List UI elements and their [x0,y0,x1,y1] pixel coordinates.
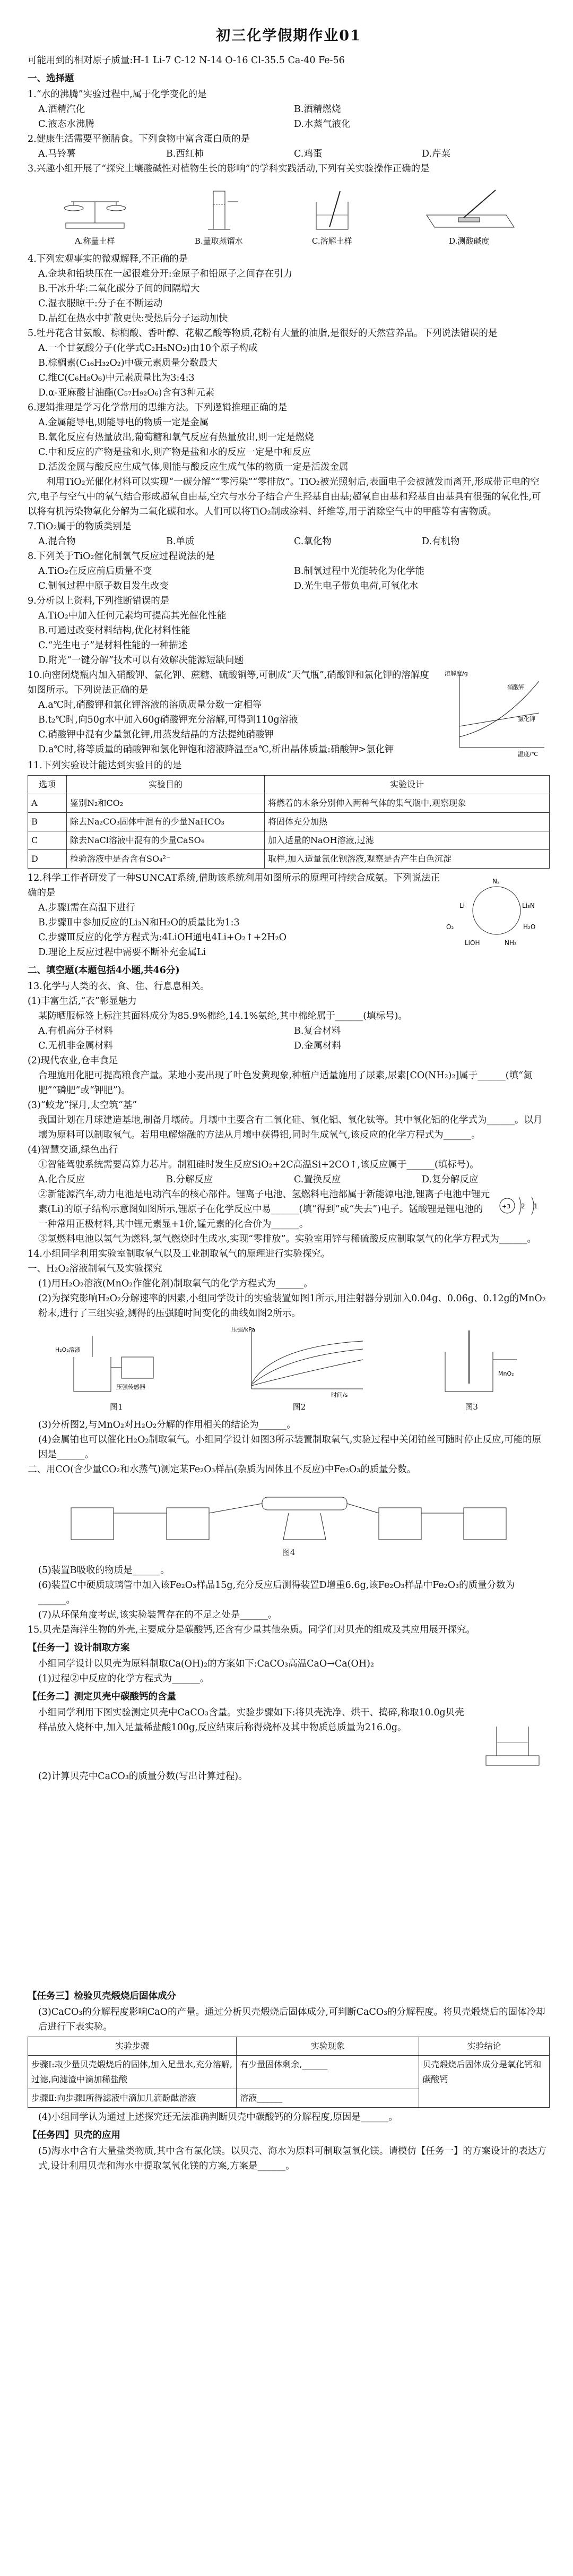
cell: 贝壳煅烧后固体成分是氧化钙和碳酸钙 [419,2056,550,2108]
q15-task2: 【任务二】测定贝壳中碳酸钙的含量 [28,1691,176,1702]
q4-option-a: A.金块和铅块压在一起很难分开:金原子和铅原子之间存在引力 [38,269,293,279]
q1-option-d: D.水蒸气液化 [294,119,351,130]
q1-options [38,102,550,132]
q13-4a-option-b: B.分解反应 [166,1174,213,1185]
q4-option-d: D.品红在热水中扩散更快:受热后分子运动加快 [38,313,228,324]
cell: 溶液______ [237,2089,419,2108]
cell: 加入适量的NaOH溶液,过滤 [265,831,550,850]
q14-part1: 一、H₂O₂溶液制氧气及实验探究 [28,1264,162,1274]
cycle-li3n: Li₃N [522,902,535,909]
q14-sub3: (3)分析图2,与MnO₂对H₂O₂分解的作用相关的结论为______。 [38,1420,296,1430]
cell: 步骤Ⅰ:取少量贝壳煅烧后的固体,加入足量水,充分溶解,过滤,向滤渣中滴加稀盐酸 [28,2056,237,2089]
q14-sub7: (7)从环保角度考虑,该实验装置存在的不足之处是______。 [38,1610,277,1620]
q8-stem: 8.下列关于TiO₂催化制氧气反应过程说法的是 [28,551,215,562]
q14-sub2: (2)为探究影响H₂O₂分解速率的因素,小组同学设计的实验装置如图1所示,用注射器分别加入0.04g、0.06g、0.12g的MnO₂粉末,进行了三组实验,测得的压强随时间变化的曲线如图2所示。 [38,1293,546,1319]
q15-task1-question: (1)过程②中反应的化学方程式为______。 [38,1673,210,1684]
q15-task1-text: 小组同学设计以贝壳为原料制取Ca(OH)₂的方案如下:CaCO₃高温CaO→Ca(OH)₂ [38,1659,375,1669]
q13-option-a: A.有机高分子材料 [38,1026,113,1036]
q13-option-c: C.无机非金属材料 [38,1041,113,1051]
cycle-li: Li [459,902,465,909]
cell: 有少量固体剩余,______ [237,2056,419,2089]
cycle-n2: N₂ [492,878,500,885]
fig2-x-label: 时间/s [331,1392,348,1398]
section-fill-heading: 二、填空题(本题包括4小题,共46分) [28,965,180,976]
q15-task2-question: (2)计算贝壳中CaCO₃的质量分数(写出计算过程)。 [38,1771,248,1782]
svg-text:+3: +3 [502,1203,511,1210]
q13-sub4b-block [28,1187,550,1232]
q9-options [38,608,550,668]
q14-fig4 [28,1480,550,1560]
knO3-curve [459,681,539,737]
cell: D [28,850,67,869]
cell: B [28,813,67,831]
q10-option-c: C.硝酸钾中混有少量氯化钾,用蒸发结晶的方法提纯硝酸钾 [38,729,274,740]
q13-4a-option-a: A.化合反应 [38,1174,85,1185]
answer-space [28,1784,550,1986]
q5-option-a: A.一个甘氨酸分子(化学式C₂H₅NO₂)由10个原子构成 [38,343,258,354]
q6-option-b: B.氧化反应有热量放出,葡萄糖和氧气反应有热量放出,则一定是燃烧 [38,432,314,443]
q13-4a-option-d: D.复分解反应 [422,1174,479,1185]
q3-fig-d [416,186,522,248]
q12-option-a: A.步骤Ⅰ需在高温下进行 [38,903,135,913]
knO3-curve-label: 硝酸钾 [507,684,525,691]
q13-sub4a-options [38,1172,550,1187]
cylinder-illustration [189,186,248,234]
q3-fig-d-label: D.测酸碱度 [449,236,490,246]
table-row [28,794,550,813]
q14-fig1-caption: 图1 [110,1402,123,1412]
q9-stem: 9.分析以上资料,下列推断错误的是 [28,596,170,606]
table-header-row [28,2037,550,2056]
q7-options [38,534,550,549]
q10-block [28,668,550,758]
q6-options [38,415,550,475]
q11-stem: 11.下列实验设计能达到实验目的的是 [28,760,182,771]
q1-stem: 1.“水的沸腾”实验过程中,属于化学变化的是 [28,89,207,100]
q2-option-a: A.马铃薯 [38,149,76,159]
fig1-h2o2-label: H₂O₂溶液 [55,1346,81,1353]
q4-options [38,267,550,326]
q4-option-b: B.干冰升华:二氧化碳分子间的间隔增大 [38,284,200,294]
q6-option-d: D.活泼金属与酸反应生成气体,则能与酸反应生成气体的物质一定是活泼金属 [38,462,349,473]
q8-option-a: A.TiO₂在反应前后质量不变 [38,566,152,577]
table-row [28,813,550,831]
table-row [28,831,550,850]
q10-option-a: A.a℃时,硝酸钾和氯化钾溶液的溶质质量分数一定相等 [38,700,262,710]
cell: 除去Na₂CO₃固体中混有的少量NaHCO₃ [67,813,265,831]
cell: 取样,加入适量氯化钡溶液,观察是否产生白色沉淀 [265,850,550,869]
table-header-row [28,776,550,794]
q4-option-c: C.湿衣服晾干:分子在不断运动 [38,298,163,309]
cycle-h2o: H₂O [523,923,536,931]
solubility-curve-chart [444,668,550,758]
th-purpose: 实验目的 [67,776,265,794]
q3-stem: 3.兴趣小组开展了“探究土壤酸碱性对植物生长的影响”的学科实践活动,下列有关实验操作正确的是 [28,164,430,174]
q10-text [28,668,438,758]
q13-sub4c: ③氢燃料电池以氢气为燃料,氢气燃烧时生成水,实现“零排放”。实验室用锌与稀硫酸反应制取氢气的化学方程式为______。 [38,1234,537,1244]
q9-option-b: B.可通过改变材料结构,优化材料性能 [38,625,190,636]
q14-sub5: (5)装置B吸收的物质是______。 [38,1565,170,1576]
solubility-y-label: 溶解度/g [445,670,468,677]
q5-option-d: D.α-亚麻酸甘油酯(C₅₇H₉₂O₆)含有3种元素 [38,388,215,398]
cell: 将固体充分加热 [265,813,550,831]
q3-fig-c [303,186,361,248]
cell: 检验溶液中是否含有SO₄²⁻ [67,850,265,869]
q2-option-d: D.芹菜 [422,149,450,159]
q15-task2-block [28,1705,550,1769]
q14-sub6: (6)装置C中硬质玻璃管中加入该Fe₂O₃样品15g,充分反应后测得装置D增重6.6g,该Fe₂O₃样品中Fe₂O₃的质量分数为______。 [38,1580,515,1605]
balance-illustration [55,186,135,234]
q15-task3-text: (3)CaCO₃的分解程度影响CaO的产量。通过分析贝壳煅烧后固体成分,可判断CaCO₃的分解程度。将贝壳煅烧后的固体冷却后进行下表实验。 [38,2007,545,2032]
q13-sub4a: ①智能驾驶系统需要高算力芯片。制粗硅时发生反应SiO₂+2C高温Si+2CO↑,该反应属于______(填标号)。 [38,1160,479,1170]
ph-paper-illustration [416,186,522,234]
q14-fig3 [419,1325,525,1414]
q15-task3: 【任务三】检验贝壳煅烧后固体成分 [28,1991,176,2002]
q14-fig2-caption: 图2 [292,1402,306,1412]
q14-sub1: (1)用H₂O₂溶液(MnO₂作催化剂)制取氧气的化学方程式为______。 [38,1278,313,1289]
q14-fig2 [230,1325,368,1414]
q10-option-d: D.a℃时,将等质量的硝酸钾和氯化钾饱和溶液降温至a℃,析出晶体质量:硝酸钾>氯化钾 [38,744,394,755]
th-conclusion: 实验结论 [419,2037,550,2056]
q12-block [28,871,550,960]
fig2-y-label: 压强/kPa [231,1326,255,1333]
table-row [28,850,550,869]
th-steps: 实验步骤 [28,2037,237,2056]
q12-option-b: B.步骤Ⅱ中参加反应的Li₃N和H₂O的质量比为1:3 [38,917,240,928]
q15-stem: 15.贝壳是海洋生物的外壳,主要成分是碳酸钙,还含有少量其他杂质。同学们对贝壳的组成及其应用展开探究。 [28,1625,475,1635]
q13-option-d: D.金属材料 [294,1041,341,1051]
q3-fig-c-label: C.溶解土样 [311,236,352,246]
q13-sub2: (2)现代农业,仓丰食足 [28,1055,118,1066]
q3-fig-a-label: A.称量土样 [74,236,115,246]
q8-option-b: B.制氧过程中光能转化为化学能 [294,566,424,577]
q3-fig-b [189,186,248,248]
q4-stem: 4.下列宏观事实的微观解释,不正确的是 [28,254,188,264]
q14-part2: 二、用CO(含少量CO₂和水蒸气)测定某Fe₂O₃样品(杂质为固体且不反应)中Fe₂O₃的质量分数。 [28,1464,416,1475]
lithium-atom-diagram [491,1187,550,1224]
q15-task4-text: (5)海水中含有大量盐类物质,其中含有氯化镁。以贝壳、海水为原料可制取氢氧化镁。请模仿【任务一】的方案设计的表达方式,设计利用贝壳和海水中提取氢氧化镁的方案,方案是______。 [38,2146,546,2171]
reading-passage: 利用TiO₂光催化材料可以实现“一碳分解”“零污染”“零排放”。TiO₂被光照射后,表面电子会被激发而离开,形成带正电的空穴,电子与空气中的氧气结合形成超氧自由基,空穴与水分子结合产生羟基自由基;超氧自由基和羟基自由基具有很强的氧化性,可以将有机污染物氧化分解为二氧化碳和水。人们可以将TiO₂制成涂料、纤维等,用于消除空气中的甲醛等有害物质。 [28,477,541,517]
q14-fig3-caption: 图3 [465,1402,478,1412]
q14-fig1 [53,1325,180,1414]
q14-sub4: (4)金属铂也可以催化H₂O₂制取氧气。小组同学设计如图3所示装置制取氧气,实验过程中关闭铂丝可随时停止反应,可能的原因是______。 [38,1435,542,1460]
q13-stem: 13.化学与人类的衣、食、住、行息息相关。 [28,981,210,992]
cycle-lioh: LiOH [465,939,480,947]
q1-option-a: A.酒精汽化 [38,104,85,115]
q3-figures [28,179,550,248]
q2-stem: 2.健康生活需要平衡膳食。下列食物中富含蛋白质的是 [28,134,250,144]
q15-table [28,2037,550,2108]
cell: 将燃着的木条分别伸入两种气体的集气瓶中,观察现象 [265,794,550,813]
q15-task3-q4: (4)小组同学认为通过上述探究还无法准确判断贝壳中碳酸钙的分解程度,原因是______。 [38,2112,398,2123]
q3-fig-b-label: B.量取蒸馏水 [194,236,243,246]
q12-option-c: C.步骤Ⅲ反应的化学方程式为:4LiOH通电4Li+O₂↑+2H₂O [38,932,287,943]
q13-sub4: (4)智慧交通,绿色出行 [28,1145,118,1155]
q2-options [38,147,550,161]
svg-text:2: 2 [521,1203,525,1210]
q13-sub1-options [38,1024,550,1053]
q6-option-c: C.中和反应的产物是盐和水,则产物是盐和水的反应一定是中和反应 [38,447,311,458]
q13-sub3: (3)“蛟龙”探月,太空筑“基” [28,1100,137,1111]
q9-option-d: D.附光“一键分解”技术可以有效解决能源短缺问题 [38,655,244,666]
q11-table [28,775,550,869]
q12-stem: 12.科学工作者研发了一种SUNCAT系统,借助该系统利用如图所示的原理可持续合成氨。下列说法正确的是 [28,873,440,898]
q15-task1: 【任务一】设计制取方案 [28,1643,130,1653]
solubility-x-label: 温度/℃ [518,751,539,758]
q1-option-b: B.酒精燃烧 [294,104,341,115]
q10-options [38,698,438,757]
q7-stem: 7.TiO₂属于的物质类别是 [28,521,132,532]
kcl-curve-label: 氯化钾 [518,716,535,723]
page-title: 初三化学假期作业01 [216,28,361,44]
q7-option-d: D.有机物 [422,536,460,547]
cell: A [28,794,67,813]
cell: 步骤Ⅱ:向步骤Ⅰ所得滤液中滴加几滴酚酞溶液 [28,2089,237,2108]
q9-option-a: A.TiO₂中加入任何元素均可提高其光催化性能 [38,611,227,621]
q3-fig-a [55,186,135,248]
q13-sub3-text: 我国计划在月球建造基地,制备月壤砖。月壤中主要含有二氧化硅、氧化铝、氧化钛等。其中氧化铝的化学式为______。以月壤为原料可以制取氧气。若用电解熔融的方法从月壤中获得铝,同时生成氧气,该反应的化学方程式为______。 [38,1115,543,1140]
q15-task4: 【任务四】贝壳的应用 [28,2130,120,2141]
q5-stem: 5.牡丹花含甘氨酸、棕榈酸、香叶醇、花椒乙酸等物质,花粉有大量的油脂,是很好的天然营养品。下列说法错误的是 [28,328,498,339]
cell: C [28,831,67,850]
q2-option-c: C.鸡蛋 [294,149,323,159]
q14-figures [28,1324,550,1414]
q12-option-d: D.理论上反应过程中需要不断补充金属Li [38,947,206,958]
q8-option-d: D.光生电子带负电荷,可氧化水 [294,581,419,591]
cell: 鉴别N₂和CO₂ [67,794,265,813]
q13-sub1-text: 某防晒服标签上标注其面料成分为85.9%棉纶,14.1%氨纶,其中棉纶属于______(填标号)。 [38,1011,407,1021]
q10-stem: 10.向密闭烧瓶内加入硝酸钾、氯化钾、蔗糖、硫酸铜等,可制成“天气瓶”,硝酸钾和氯化钾的溶解度如图所示。下列说法正确的是 [28,670,429,695]
svg-text:1: 1 [534,1203,538,1210]
fig3-mno2-label: MnO₂ [498,1370,514,1377]
q7-option-c: C.氧化物 [294,536,332,547]
q13-option-b: B.复合材料 [294,1026,341,1036]
q14-fig4-drawing [60,1481,517,1560]
q14-stem: 14.小组同学利用实验室制取氧气以及工业制取氧气的原理进行实验探究。 [28,1249,331,1259]
q8-options [38,564,550,594]
cycle-o2: O₂ [446,923,454,931]
q5-option-c: C.维C(C₆H₈O₆)中元素质量比为3:4:3 [38,373,195,383]
th-phenomenon: 实验现象 [237,2037,419,2056]
q13-sub1: (1)丰富生活,“衣”彰显魅力 [28,996,137,1007]
q9-option-c: C.“光生电子”是材料性能的一种描述 [38,640,188,651]
q2-option-b: B.西红柿 [166,149,204,159]
cycle-nh3: NH₃ [505,939,517,947]
q1-option-c: C.液态水沸腾 [38,119,94,130]
q15-task2-text: 小组同学利用下图实验测定贝壳中CaCO₃含量。实验步骤如下:将贝壳洗净、烘干、捣碎,称取10.0g贝壳样品放入烧杯中,加入足量稀盐酸100g,反应结束后称得烧杯及其中物质总质量为216.0g。 [38,1707,464,1733]
atomic-mass-line: 可能用到的相对原子质量:H-1 Li-7 C-12 N-14 O-16 Cl-35.5 Ca-40 Fe-56 [28,55,345,66]
q12-options [38,900,444,960]
q6-stem: 6.逻辑推理是学习化学常用的思维方法。下列逻辑推理正确的是 [28,402,288,413]
q14-fig4-caption: 图4 [282,1548,296,1557]
q6-option-a: A.金属能导电,则能导电的物质一定是金属 [38,417,209,428]
fig1-sensor-label: 压强传感器 [116,1384,146,1390]
cell: 除去NaCl溶液中混有的少量CaSO₄ [67,831,265,850]
q13-4a-option-c: C.置换反应 [294,1174,341,1185]
ammonia-cycle-diagram [444,871,550,950]
table-row [28,2056,550,2089]
q12-text [28,871,444,960]
q7-option-b: B.单质 [166,536,195,547]
q7-option-a: A.混合物 [38,536,76,547]
q5-options [38,341,550,400]
section-choice-heading: 一、选择题 [28,73,74,84]
q5-option-b: B.棕榈素(C₁₆H₃₂O₂)中碳元素质量分数最大 [38,358,218,368]
q13-sub4b: ②新能源汽车,动力电池是电动汽车的核心部件。锂离子电池、氢燃料电池都属于新能源电池,锂离子电池中锂元素(Li)的原子结构示意图如图所示,锂原子在化学反应中易______(填“得到”或“失去”)电子。锰酸锂是锂电池的一种常用正极材料,其中锂元素显+1价,锰元素的化合价为______。 [38,1189,490,1230]
balance-beaker-diagram [475,1705,550,1769]
q8-option-c: C.制氧过程中原子数目发生改变 [38,581,169,591]
beaker-stir-illustration [303,186,361,234]
th-option: 选项 [28,776,67,794]
q13-sub2-text: 合理施用化肥可提高粮食产量。某地小麦出现了叶色发黄现象,种植户适量施用了尿素,尿素[CO(NH₂)₂]属于______(填“氮肥”“磷肥”或“钾肥”)。 [38,1070,533,1096]
th-design: 实验设计 [265,776,550,794]
q10-option-b: B.t₂℃时,向50g水中加入60g硝酸钾充分溶解,可得到110g溶液 [38,715,298,725]
